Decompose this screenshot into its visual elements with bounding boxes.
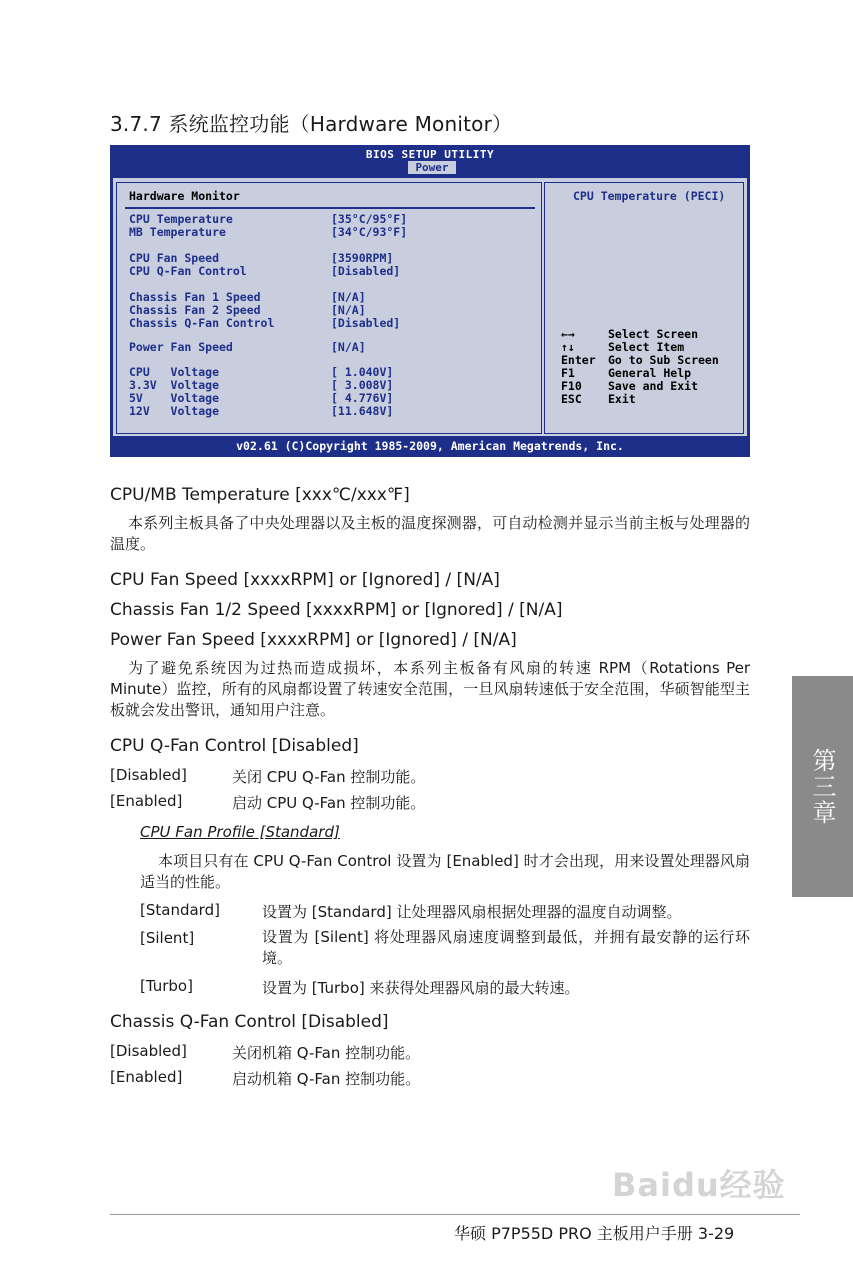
profile-description: 本项目只有在 CPU Q-Fan Control 设置为 [Enabled] 时才会出现，用来设置处理器风扇适当的性能。 xyxy=(140,852,750,891)
heading-cpu-qfan-control: CPU Q-Fan Control [Disabled] xyxy=(110,736,359,756)
baidu-watermark-logo: Baidu经验 xyxy=(612,1166,786,1204)
cpu-qfan-option-disabled-desc: 关闭 CPU Q-Fan 控制功能。 xyxy=(232,768,426,786)
section-title: 3.7.7 系统监控功能（Hardware Monitor） xyxy=(110,112,513,136)
profile-option-turbo-desc: 设置为 [Turbo] 来获得处理器风扇的最大转速。 xyxy=(262,979,580,997)
cpu-qfan-option-disabled: [Disabled] xyxy=(110,766,187,784)
heading-cpu-mb-temperature: CPU/MB Temperature [xxx℃/xxx℉] xyxy=(110,485,410,505)
bios-help-panel: CPU Temperature (PECI) ←→ Select Screen ↑↓ Select Item Enter Go to Sub Screen F1 General Help F10 Save and Exit ESC Exit xyxy=(544,182,744,434)
bios-settings-panel: Hardware Monitor CPU Temperature [35°C/95°F] MB Temperature [34°C/93°F] CPU Fan Speed [3590RPM] CPU Q-Fan Control [Disabled] Chassis Fan 1 Speed [N/A] Chassis Fan 2 Speed [N/A] Chassis Q-Fan Control [Disabled] Power Fan Speed [N/A] CPU Voltage [ 1.040V] 3.3V Voltage [ 3.008V] 5V Voltage [ 4.776V] 12V Voltage [11.648V] xyxy=(116,182,542,434)
heading-cpu-fan-profile: CPU Fan Profile [Standard] xyxy=(140,823,340,841)
bios-tab-power[interactable]: Power xyxy=(408,161,456,174)
profile-option-silent: [Silent] xyxy=(140,929,195,947)
profile-option-standard-desc: 设置为 [Standard] 让处理器风扇根据处理器的温度自动调整。 xyxy=(262,903,682,921)
chapter-tab xyxy=(792,676,853,897)
cpu-qfan-option-enabled: [Enabled] xyxy=(110,792,183,810)
page-footer: 华硕 P7P55D PRO 主板用户手册 3-29 xyxy=(454,1224,735,1243)
temp-description: 本系列主板具备了中央处理器以及主板的温度探测器，可自动检测并显示当前主板与处理器的温度。 xyxy=(110,514,750,553)
bios-utility-title: BIOS SETUP UTILITY xyxy=(365,148,495,161)
chassis-qfan-option-disabled: [Disabled] xyxy=(110,1042,187,1060)
heading-cpu-fan-speed: CPU Fan Speed [xxxxRPM] or [Ignored] / [N/A] xyxy=(110,570,500,590)
footer-divider xyxy=(110,1214,800,1215)
profile-option-turbo: [Turbo] xyxy=(140,977,193,995)
bios-panel-title: Hardware Monitor xyxy=(129,189,240,203)
heading-power-fan-speed: Power Fan Speed [xxxxRPM] or [Ignored] / [N/A] xyxy=(110,630,517,650)
arrow-up-down-icon: ↑↓ xyxy=(561,340,575,354)
heading-chassis-fan-speed: Chassis Fan 1/2 Speed [xxxxRPM] or [Ignored] / [N/A] xyxy=(110,600,563,620)
bios-screenshot xyxy=(110,145,750,457)
bios-body xyxy=(113,178,747,436)
bios-panel-divider xyxy=(125,207,535,209)
arrow-left-right-icon: ←→ xyxy=(561,327,575,341)
chassis-qfan-option-enabled: [Enabled] xyxy=(110,1068,183,1086)
profile-option-standard: [Standard] xyxy=(140,901,220,919)
chassis-qfan-option-enabled-desc: 启动机箱 Q-Fan 控制功能。 xyxy=(232,1070,421,1088)
bios-help-text: CPU Temperature (PECI) xyxy=(573,189,726,203)
bios-footer-copyright: v02.61 (C)Copyright 1985-2009, American Megatrends, Inc. xyxy=(236,439,624,453)
cpu-qfan-option-enabled-desc: 启动 CPU Q-Fan 控制功能。 xyxy=(232,794,426,812)
chapter-tab-label: 第三章 xyxy=(808,747,836,826)
chassis-qfan-option-disabled-desc: 关闭机箱 Q-Fan 控制功能。 xyxy=(232,1044,421,1062)
heading-chassis-qfan-control: Chassis Q-Fan Control [Disabled] xyxy=(110,1012,389,1032)
profile-option-silent-desc: 设置为 [Silent] 将处理器风扇速度调整到最低，并拥有最安静的运行环境。 xyxy=(262,928,750,967)
bios-header xyxy=(110,145,750,177)
fan-description: 为了避免系统因为过热而造成损坏，本系列主板备有风扇的转速 RPM（Rotations Per Minute）监控，所有的风扇都设置了转速安全范围，一旦风扇转速低于安全范围，华硕智能型主板就会发出警讯，通知用户注意。 xyxy=(110,659,750,719)
